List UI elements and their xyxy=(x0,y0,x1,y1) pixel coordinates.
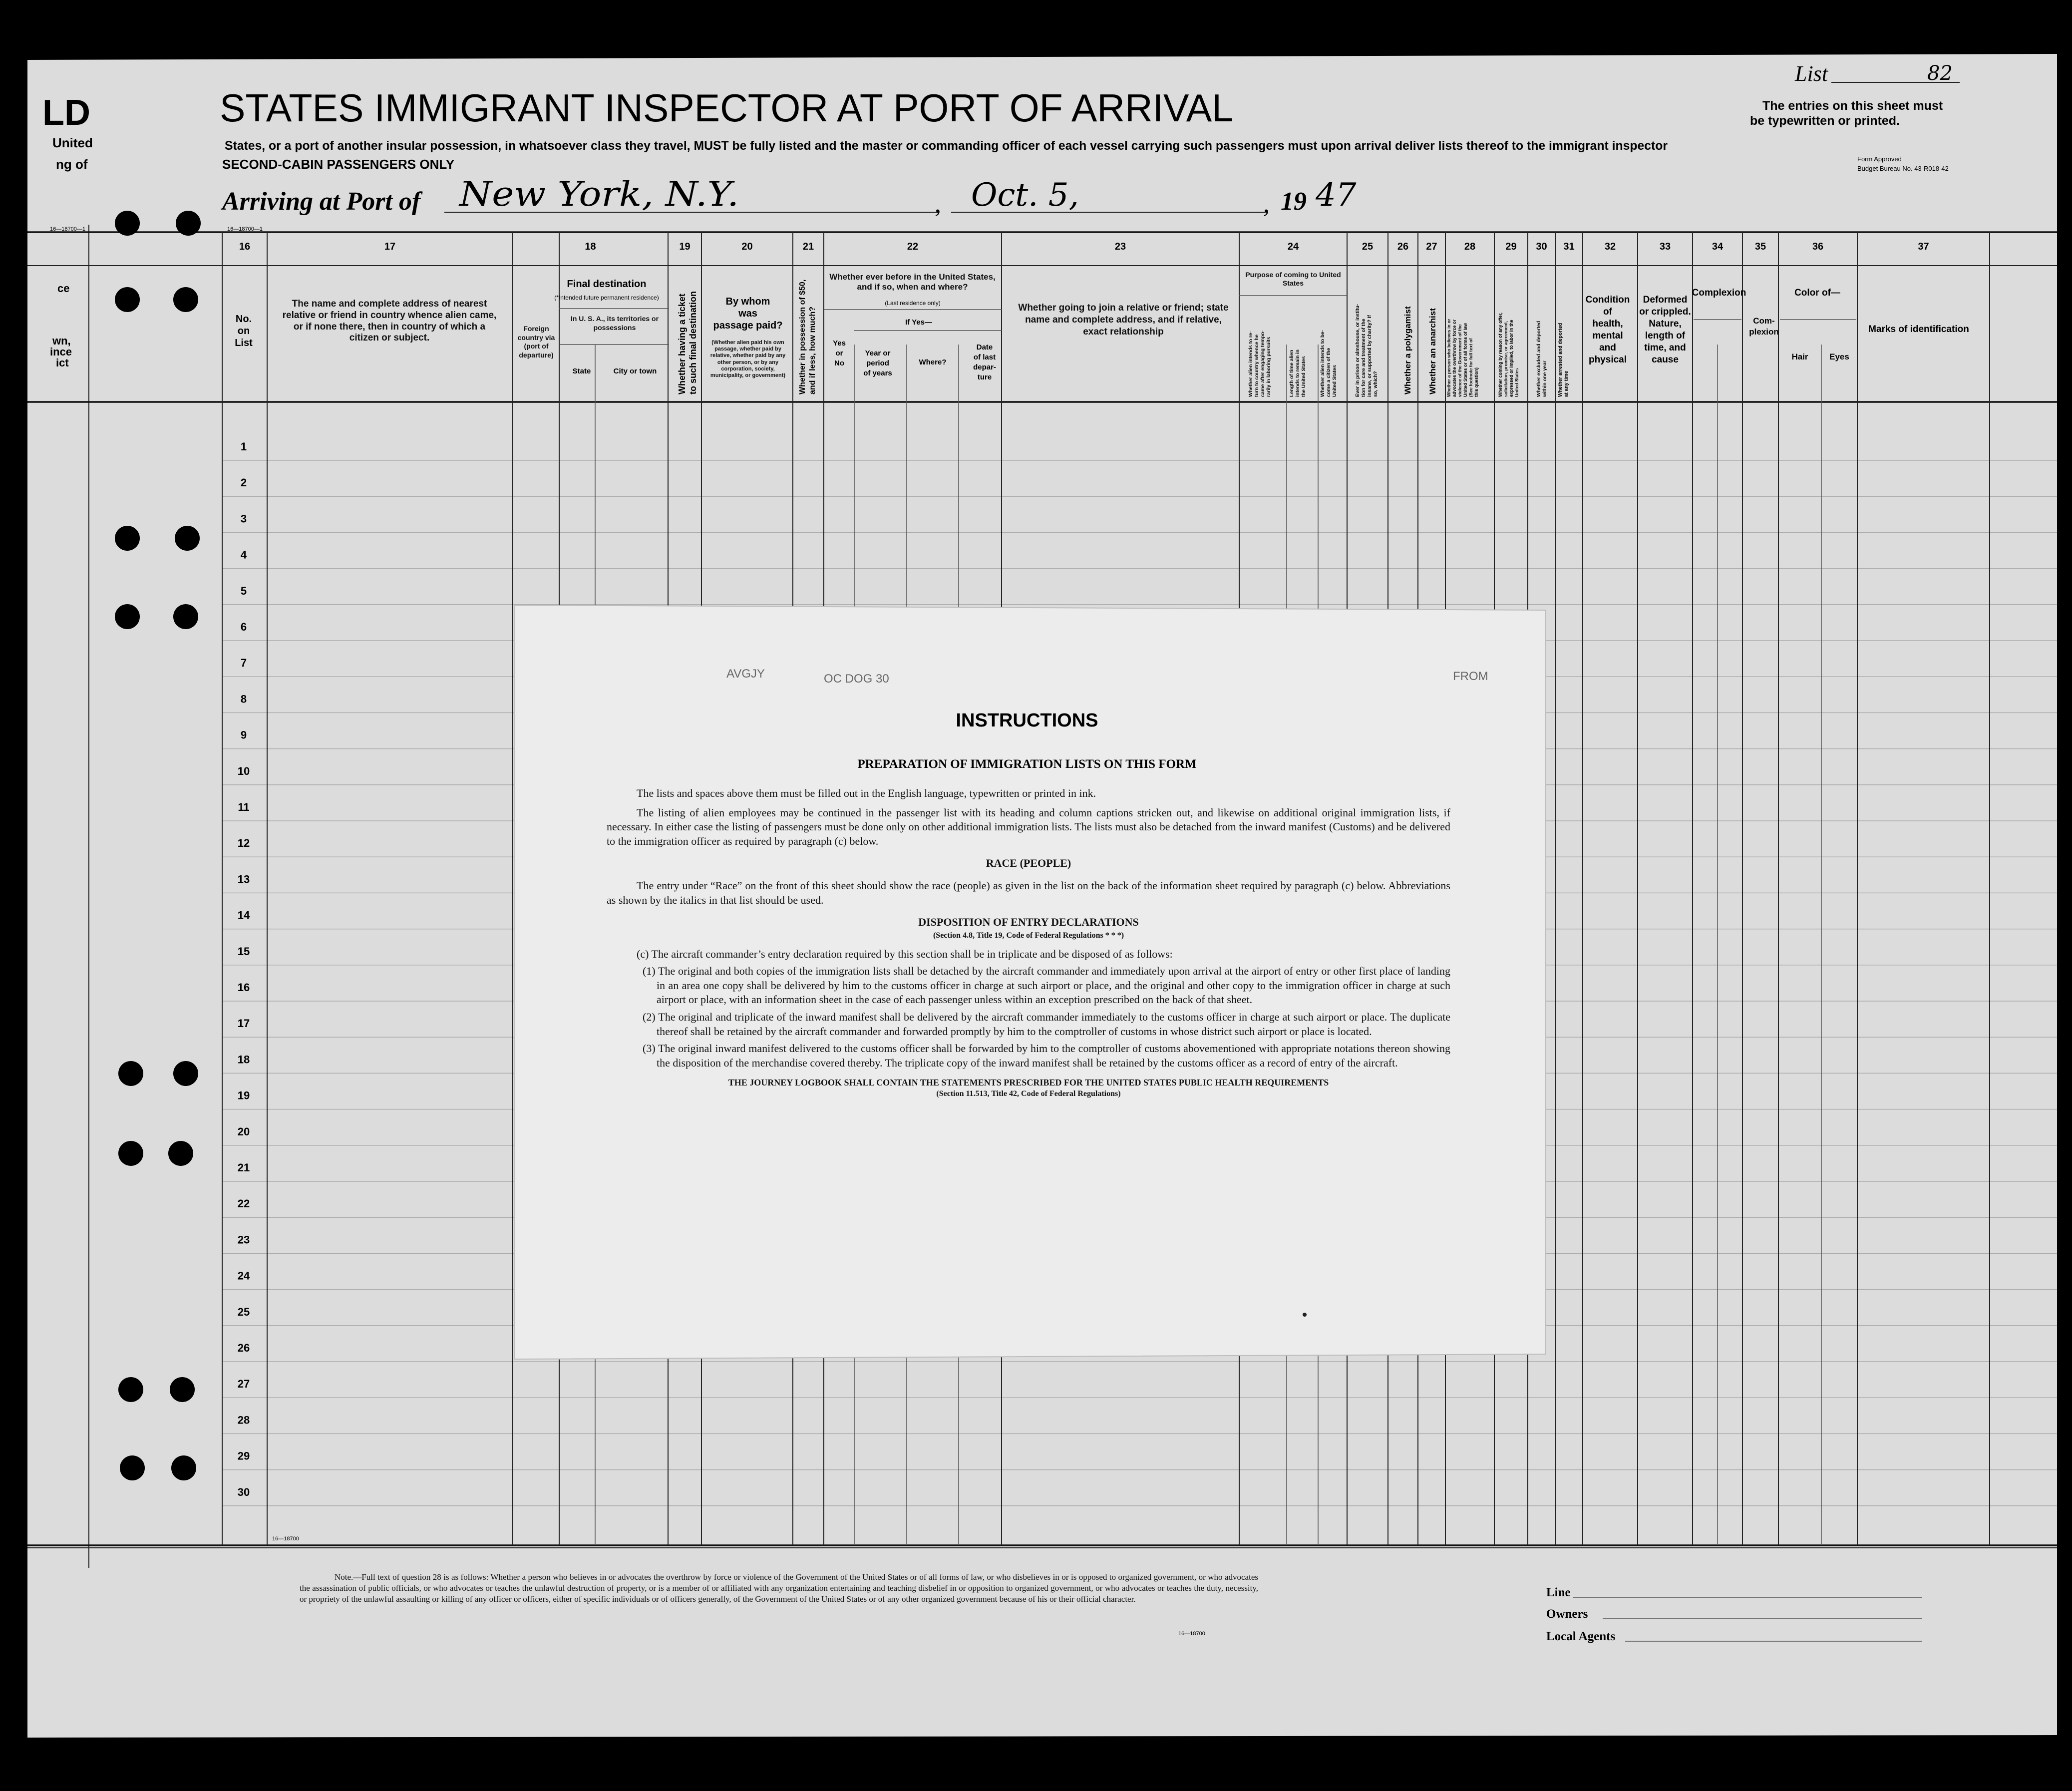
column-number: 28 xyxy=(1464,241,1476,252)
row-number: 11 xyxy=(238,801,250,813)
column-number: 20 xyxy=(741,241,753,252)
col37-header: Marks of identification xyxy=(1868,324,1969,335)
column-number: 33 xyxy=(1659,241,1671,252)
row-number: 3 xyxy=(240,512,247,525)
row-number: 12 xyxy=(237,837,250,850)
col22-date: Date of last depar-ture xyxy=(973,343,996,381)
row-number: 6 xyxy=(240,621,247,633)
owners-label: Owners xyxy=(1546,1607,1588,1621)
row-number: 5 xyxy=(240,584,247,597)
agents-label: Local Agents xyxy=(1546,1630,1616,1643)
row-number: 13 xyxy=(237,873,250,886)
column-number: 18 xyxy=(585,241,596,252)
row-number: 8 xyxy=(240,693,247,706)
row-number: 24 xyxy=(237,1269,250,1282)
col18-header: Final destination xyxy=(567,279,647,290)
left-edge-fragment: ng of xyxy=(56,157,88,172)
col18-usa: In U. S. A., its territories or possessions xyxy=(570,315,659,332)
instructions-p1: The lists and spaces above them must be filled out in the English language, typewritten or printed in ink. xyxy=(637,787,1096,799)
punch-hole xyxy=(173,1061,198,1086)
col24-sub-a: Whether alien intends to re-turn to country whence hecame after engaging tempo-rarily in laboring pursuits xyxy=(1248,330,1272,397)
row-number: 28 xyxy=(237,1414,250,1427)
col22-year: Year or period of years xyxy=(863,349,892,377)
col36-header: Color of— xyxy=(1794,288,1840,298)
row-number: 23 xyxy=(237,1233,250,1246)
punch-hole xyxy=(170,1377,195,1402)
column-number: 26 xyxy=(1397,241,1409,252)
punch-hole xyxy=(115,211,140,236)
comma: , xyxy=(935,190,941,218)
punch-hole xyxy=(168,1141,193,1166)
column-number: 25 xyxy=(1362,241,1374,252)
col22-if-yes: If Yes— xyxy=(905,318,932,327)
disposition-heading: DISPOSITION OF ENTRY DECLARATIONS xyxy=(918,916,1139,929)
footer-note: Note.—Full text of question 28 is as follows: Whether a person who believes in or advocates the overthrow by force or violence of the Government of the United States or of all forms of law, or who disbelieves in or is opposed to organized government, or who advocates the assassination of public officials, or who advocates or teaches the unlawful destruction of property, or is a member of or affiliated with any organization entertaining and teaching disbelief in or opposition to organized government, or who advocates or teaches the duty, necessity, or propriety of the unlawful assaulting or killing of any officer or officers, either of specific individuals or of officers generally, of the Government of the United States or of any other organized government because of his or their official character. xyxy=(300,1572,1258,1604)
row-number: 20 xyxy=(237,1125,250,1138)
ghost-text: AVGJY xyxy=(726,667,765,681)
column-number: 17 xyxy=(384,241,396,252)
cabin-line: SECOND-CABIN PASSENGERS ONLY xyxy=(222,157,455,172)
row-number: 25 xyxy=(237,1305,250,1318)
list-number: 82 xyxy=(1927,62,1953,85)
budget-bureau-number: Budget Bureau No. 43-R018-42 xyxy=(1857,165,1949,172)
punch-hole xyxy=(118,1061,143,1086)
col16-header: No. on List xyxy=(235,314,253,349)
col35-header: Com-plexion xyxy=(1749,316,1779,337)
col28-header: Whether a person who believes in oradvocates the overthrow by force orviolence of the Government of theUnited States or of all forms of law(See footnote for full text ofthis question) xyxy=(1446,319,1479,397)
row-number: 22 xyxy=(237,1197,250,1210)
column-number: 36 xyxy=(1812,241,1824,252)
instructions-c: (c) The aircraft commander’s entry declaration required by this section shall be in triplicate and be disposed of as follows: xyxy=(637,947,1173,960)
row-number: 14 xyxy=(237,909,250,922)
journey-sub: (Section 11.513, Title 42, Code of Federal Regulations) xyxy=(936,1089,1121,1098)
column-number: 32 xyxy=(1604,241,1616,252)
col17-header: The name and complete address of nearest relative or friend in country whence alien came, or if none there, then in country of which a citizen or subject. xyxy=(282,299,497,344)
punch-hole xyxy=(175,526,200,551)
col22-sub: (Last residence only) xyxy=(885,300,941,307)
column-number: 30 xyxy=(1536,241,1547,252)
arriving-label: Arriving at Port of xyxy=(222,187,421,216)
row-number: 4 xyxy=(240,548,247,561)
col25-header: Ever in prison or almshouse, or institu-tion for care and treatment of theinsane, or supported by charity? Ifso, which? xyxy=(1355,304,1379,397)
small-code: 16—18700—1 xyxy=(227,226,263,232)
left-edge-fragment: LD xyxy=(42,93,90,133)
year-prefix: 19 xyxy=(1281,187,1307,216)
punch-hole xyxy=(120,1455,145,1480)
col26-header: Whether a polygamist xyxy=(1403,306,1412,394)
year-handwritten: 47 xyxy=(1316,177,1357,214)
col24-sub-c: Whether alien intends to be-come a citizen of theUnited States xyxy=(1320,330,1338,397)
disposition-sub: (Section 4.8, Title 19, Code of Federal Regulations * * *) xyxy=(933,931,1124,940)
punch-hole xyxy=(118,1141,143,1166)
col33-header: Deformed or crippled. Nature, length of time, and cause xyxy=(1639,295,1691,365)
column-number: 29 xyxy=(1505,241,1517,252)
instructions-sheet xyxy=(514,605,1545,1359)
col24-sub-b: Length of time alienintends to remain inthe United States xyxy=(1289,349,1307,397)
header-instruction: States, or a port of another insular possession, in whatsoever class they travel, MUST be fully listed and the master or commanding officer of each vessel carrying such passengers must upon arrival deliver lists thereof to the immigrant inspector xyxy=(225,139,1668,153)
col22-where: Where? xyxy=(919,358,947,366)
column-number: 37 xyxy=(1918,241,1929,252)
column-number: 23 xyxy=(1114,241,1126,252)
col22-header: Whether ever before in the United States, and if so, when and where? xyxy=(829,272,996,292)
col30-header: Whether excluded and deportedwithin one year xyxy=(1536,321,1548,397)
col18-sub: (*Intended future permanent residence) xyxy=(554,294,659,301)
row-number: 2 xyxy=(240,476,247,489)
col20-sub: (Whether alien paid his own passage, whether paid by relative, whether paid by any other person, or by any corporation, society, municipality, or government) xyxy=(710,340,786,378)
column-number: 19 xyxy=(679,241,691,252)
col20-header: By whom was passage paid? xyxy=(713,296,783,331)
instructions-item1: (1) The original and both copies of the immigration lists shall be detached by the aircraft commander and immediately upon arrival at the airport of entry or other first place of landing in an area one copy shall be delivered by him to the customs officer in charge at such airport or place, and the original and other copy to the immigration officer in charge at such airport or place, with an information sheet in the case of each passenger unless within an exception prescribed on the back of that sheet. xyxy=(643,965,1450,1006)
left-stub-text: wn, xyxy=(52,335,71,347)
punch-hole xyxy=(176,211,201,236)
column-number: 31 xyxy=(1563,241,1575,252)
bottom-code: 16—18700 xyxy=(272,1536,299,1542)
row-number: 15 xyxy=(237,945,250,958)
col24-header: Purpose of coming to United States xyxy=(1245,271,1341,287)
punch-hole xyxy=(173,604,198,629)
column-number: 34 xyxy=(1712,241,1724,252)
row-number: 27 xyxy=(237,1378,250,1391)
line-label: Line xyxy=(1546,1586,1571,1599)
journey-line: THE JOURNEY LOGBOOK SHALL CONTAIN THE STATEMENTS PRESCRIBED FOR THE UNITED STATES PUBLIC HEALTH REQUIREMENTS xyxy=(728,1077,1329,1088)
row-number: 19 xyxy=(237,1089,250,1102)
col29-header: Whether coming by reason of any offer,solicitation, promise, or agreement,expressed or implied, to labor in theUnited States xyxy=(1498,312,1519,397)
list-label: List xyxy=(1795,61,1828,86)
row-number: 18 xyxy=(237,1053,250,1066)
left-stub-text: ince xyxy=(50,346,72,358)
col32-header: Condition of health, mental and physical xyxy=(1585,295,1630,365)
col18-city: City or town xyxy=(613,367,657,375)
column-number: 27 xyxy=(1426,241,1437,252)
punch-hole xyxy=(115,526,140,551)
instructions-p3: The entry under “Race” on the front of this sheet should show the race (people) as given in the list on the back of the information sheet required by paragraph (c) below. Abbreviations as shown by the italics in that list should be used. xyxy=(607,879,1450,906)
instructions-item2: (2) The original and triplicate of the inward manifest shall be delivered by the aircraft commander immediately to the customs officer in charge at such airport or place. The duplicate thereof shall be retained by the aircraft commander and forwarded promptly by him to the comptroller of customs in whose district such airport or place is located. xyxy=(643,1010,1450,1038)
row-number: 29 xyxy=(237,1449,250,1462)
column-number: 35 xyxy=(1754,241,1766,252)
footer-code: 16—18700 xyxy=(1178,1631,1205,1637)
row-number: 9 xyxy=(240,728,247,741)
col18-foreign: Foreign country via (port of departure) xyxy=(517,325,555,359)
row-number: 16 xyxy=(237,981,250,994)
col18-state: State xyxy=(572,367,591,375)
left-stub-text: ce xyxy=(57,282,70,295)
column-number: 24 xyxy=(1287,241,1299,252)
column-number: 21 xyxy=(802,241,814,252)
column-number: 22 xyxy=(907,241,919,252)
entries-note: The entries on this sheet must xyxy=(1762,99,1943,113)
column-number: 16 xyxy=(239,241,251,252)
col21-header: Whether in possession of $50, and if less, how much? xyxy=(798,279,817,394)
row-number: 17 xyxy=(237,1017,250,1030)
ghost-text: OC DOG 30 xyxy=(824,672,889,686)
instructions-p2: The listing of alien employees may be continued in the passenger list with its heading and column captions stricken out, and likewise on additional original immigration lists, if necessary. In either case the listing of passengers must be done only on other additional immigration lists. The lists must also be detached from the inward manifest (Customs) and be delivered to the immigration officer as required by paragraph (c) below. xyxy=(607,806,1450,847)
col34-header: Complexion xyxy=(1692,288,1746,298)
left-stub-text: ict xyxy=(56,357,69,369)
small-code: 16—18700—1 xyxy=(50,226,85,232)
punch-hole xyxy=(118,1377,143,1402)
punch-hole xyxy=(115,287,140,312)
left-edge-fragment: United xyxy=(52,135,93,150)
row-number: 1 xyxy=(240,440,247,453)
row-number: 10 xyxy=(237,764,250,777)
instructions-body xyxy=(607,786,1450,1286)
row-number: 7 xyxy=(240,657,247,670)
date-handwritten: Oct. 5, xyxy=(971,177,1079,214)
col22-yes-no: Yes or No xyxy=(833,339,846,367)
col31-header: Whether arrested and deportedat any time xyxy=(1558,323,1569,397)
punch-hole xyxy=(173,287,198,312)
col23-header: Whether going to join a relative or friend; state name and complete address, and if relative, exact relationship xyxy=(1018,303,1229,337)
instructions-subheading: PREPARATION OF IMMIGRATION LISTS ON THIS FORM xyxy=(857,757,1197,771)
page-title: STATES IMMIGRANT INSPECTOR AT PORT OF ARRIVAL xyxy=(220,86,1233,130)
col27-header: Whether an anarchist xyxy=(1428,308,1437,394)
col36-hair: Hair xyxy=(1791,352,1808,361)
row-number: 26 xyxy=(237,1342,250,1354)
instructions-heading: INSTRUCTIONS xyxy=(956,710,1098,731)
speck xyxy=(1303,1313,1307,1317)
comma: , xyxy=(1263,190,1270,218)
col36-eyes: Eyes xyxy=(1829,352,1849,361)
punch-hole xyxy=(171,1455,196,1480)
row-number: 30 xyxy=(237,1485,250,1498)
port-handwritten: New York, N.Y. xyxy=(458,175,739,214)
entries-note: be typewritten or printed. xyxy=(1750,114,1900,128)
row-number: 21 xyxy=(237,1161,250,1174)
col19-header: Whether having a ticket to such final destination xyxy=(677,291,698,394)
ghost-text: FROM xyxy=(1453,670,1488,683)
race-heading: RACE (PEOPLE) xyxy=(986,857,1071,870)
punch-hole xyxy=(115,604,140,629)
instructions-item3: (3) The original inward manifest delivered to the customs officer shall be forwarded by him to the comptroller of customs abovementioned with appropriate notations thereon showing the disposition of the merchandise covered thereby. The triplicate copy of the inward manifest shall be retained by the customs officer as a record of entry of the aircraft. xyxy=(643,1042,1450,1069)
form-approved: Form Approved xyxy=(1857,155,1902,163)
